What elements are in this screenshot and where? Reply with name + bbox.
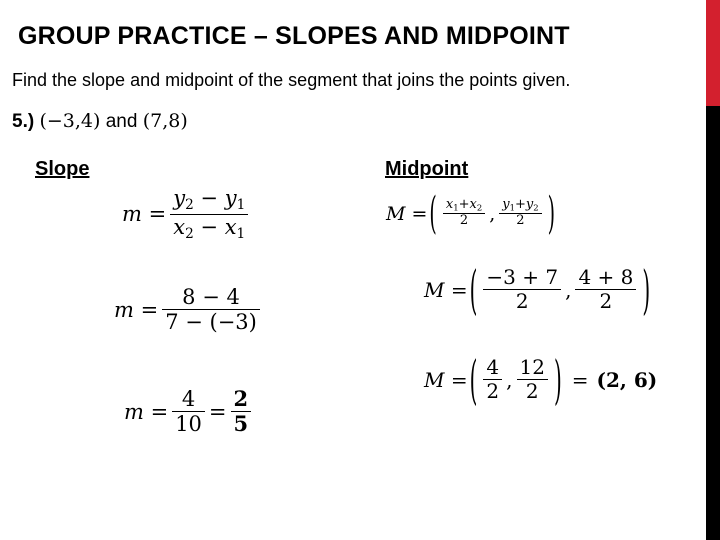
right-paren: ) bbox=[642, 258, 651, 321]
slope-heading: Slope bbox=[35, 158, 90, 180]
slope-result bbox=[124, 387, 255, 436]
midpoint-result: M = ( $\frac{4}{2}$ , $\frac{12}{2}$ ) = (2, 6) bbox=[424, 348, 658, 411]
slope-sub-denominator: 7 − (−3) bbox=[165, 310, 257, 335]
midpoint-step-y-fraction bbox=[517, 356, 548, 403]
midpoint-sub-y-fraction bbox=[575, 266, 636, 313]
midpoint-sub-x-fraction bbox=[483, 266, 561, 313]
slide-title: GROUP PRACTICE – SLOPES AND MIDPOINT bbox=[18, 22, 570, 50]
midpoint-step-x-numerator: 4 bbox=[486, 355, 500, 379]
slope-lhs: m = bbox=[114, 297, 159, 322]
midpoint-sub-x-denominator: 2 bbox=[515, 289, 529, 313]
slope-lhs: m = bbox=[122, 202, 167, 227]
slope-sub-numerator: 8 − 4 bbox=[182, 285, 240, 309]
slope-step-numerator: 4 bbox=[181, 387, 196, 411]
slope-final-numerator: 2 bbox=[233, 386, 249, 411]
midpoint-y-fraction: $\frac{y_1+y_2}{2}$ bbox=[499, 198, 541, 229]
midpoint-lhs: M = bbox=[386, 202, 428, 225]
slope-step-denominator: 10 bbox=[175, 412, 202, 437]
midpoint-step-y-denominator: 2 bbox=[525, 379, 539, 403]
slope-step-fraction bbox=[172, 387, 205, 436]
midpoint-heading: Midpoint bbox=[385, 158, 469, 180]
slope-final-denominator: 5 bbox=[233, 411, 249, 437]
point-1: (−3,4) bbox=[39, 110, 101, 132]
slope-substitution bbox=[114, 285, 264, 334]
instruction-text: Find the slope and midpoint of the segment that joins the points given. bbox=[12, 70, 571, 90]
midpoint-equals: = bbox=[571, 367, 589, 392]
midpoint-substitution: M = ( $\frac{-3 + 7}{2}$ , $\frac{4 + 8}{2}$ ) bbox=[424, 258, 651, 321]
point-2: (7,8) bbox=[142, 110, 188, 132]
midpoint-sub-x-numerator: −3 + 7 bbox=[486, 265, 559, 289]
midpoint-formula: M = ( $\frac{x_1+x_2}{2}$ , $\frac{y_1+y_2}{2}$ ) bbox=[386, 188, 556, 239]
slope-final-fraction bbox=[231, 387, 252, 436]
problem-number: 5.) bbox=[12, 111, 35, 132]
right-paren: ) bbox=[553, 348, 562, 411]
slope-substitution-fraction bbox=[162, 285, 260, 334]
slope-formula bbox=[122, 186, 252, 243]
right-accent-red-bar bbox=[706, 0, 720, 106]
left-paren: ( bbox=[429, 188, 437, 239]
problem-statement bbox=[12, 110, 188, 133]
and-word: and bbox=[105, 111, 138, 132]
midpoint-lhs: M = bbox=[424, 367, 468, 392]
left-paren: ( bbox=[469, 258, 478, 321]
midpoint-step-y-numerator: 12 bbox=[519, 355, 545, 379]
slope-equals: = bbox=[208, 399, 227, 424]
right-paren: ) bbox=[547, 188, 556, 239]
midpoint-x-fraction: $\frac{x_1+x_2}{2}$ bbox=[443, 198, 485, 229]
slope-formula-fraction: $\frac{y_2 - y_1}{x_2 - x_1}$ bbox=[170, 186, 248, 243]
midpoint-step-x-fraction bbox=[483, 356, 502, 403]
midpoint-final-answer: (2, 6) bbox=[596, 367, 658, 392]
left-paren: ( bbox=[469, 348, 478, 411]
midpoint-sub-y-denominator: 2 bbox=[599, 289, 613, 313]
slope-lhs: m = bbox=[124, 399, 169, 424]
midpoint-step-x-denominator: 2 bbox=[486, 379, 500, 403]
midpoint-sub-y-numerator: 4 + 8 bbox=[578, 265, 634, 289]
midpoint-lhs: M = bbox=[424, 277, 468, 302]
